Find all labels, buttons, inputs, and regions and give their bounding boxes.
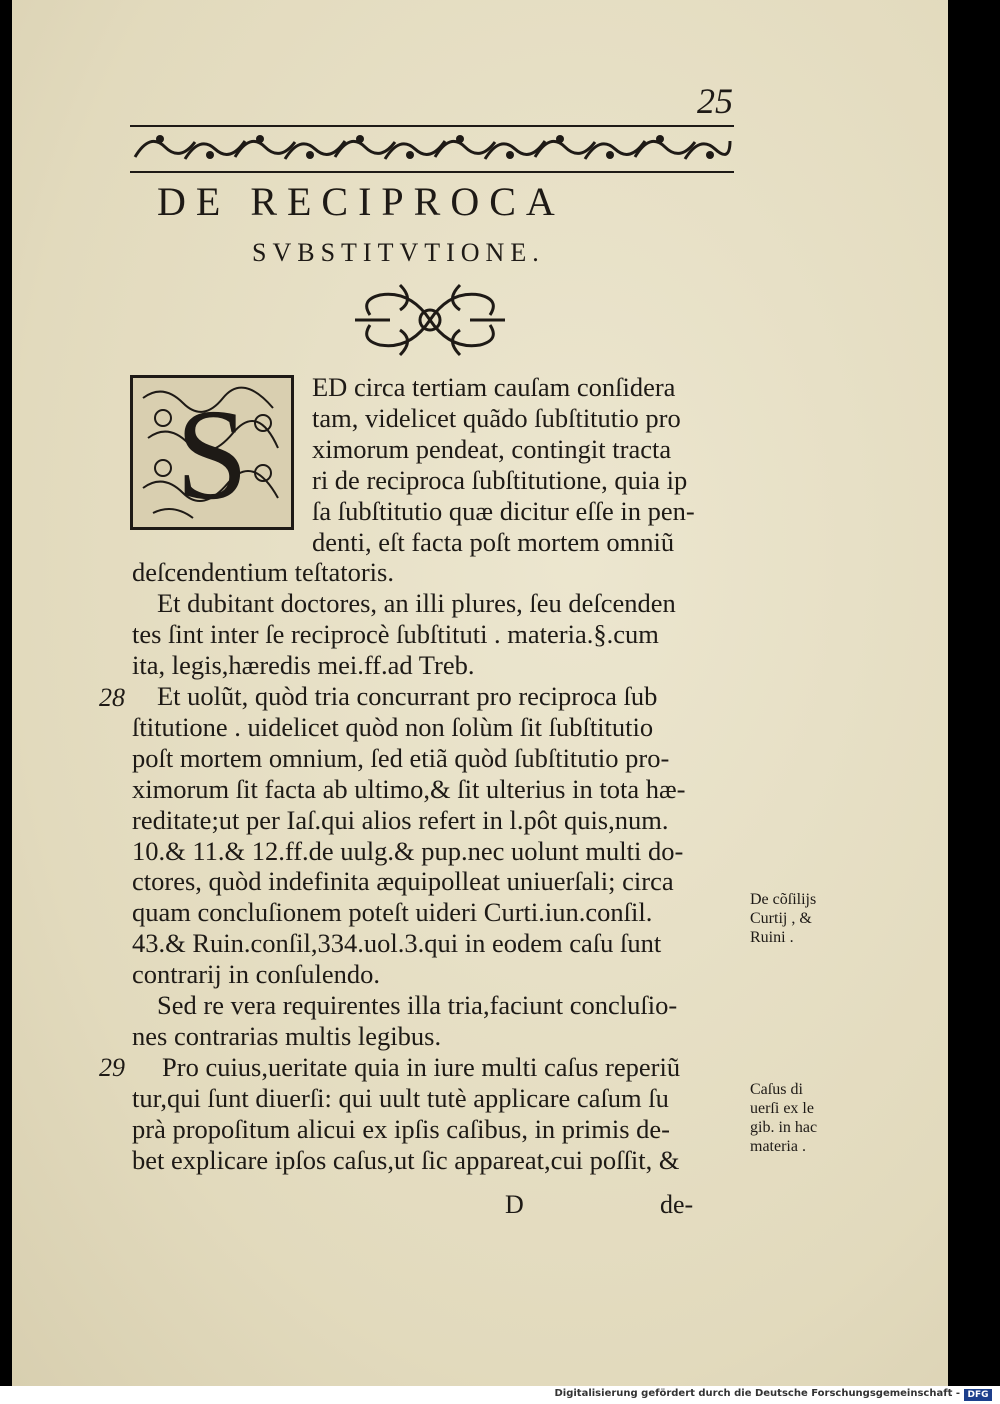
text-line: ximorum pendeat, contingit tracta — [312, 433, 672, 464]
margin-note-line: Curtij , & — [750, 910, 812, 927]
text-line: 10.& 11.& 12.ff.de uulg.& pup.nec uolunt multi do- — [132, 835, 684, 866]
paragraph-number: 29 — [99, 1053, 125, 1082]
text-line: nes contrarias multis legibus. — [132, 1020, 442, 1051]
catchword: de- — [660, 1190, 694, 1219]
dfg-logo: DFG — [964, 1389, 992, 1401]
text-line: ED circa tertiam cauſam conſidera — [312, 372, 676, 402]
margin-note — [750, 1080, 817, 1156]
text-line: ximorum ſit facta ab ultimo,& ſit ulterius in tota hæ- — [132, 773, 686, 804]
margin-note-line: gib. in hac — [750, 1119, 818, 1136]
text-line: poſt mortem omnium, ſed etiã quòd ſubſtitutio pro- — [132, 742, 670, 773]
margin-note — [750, 890, 816, 947]
text-line: ita, legis,hæredis mei.ff.ad Treb. — [132, 650, 475, 681]
text-line: quam concluſionem poteſt uideri Curti.iun.conſil. — [132, 897, 653, 928]
text-line: contrarij in conſulendo. — [132, 959, 380, 990]
text-line: ſa ſubſtitutio quæ dicitur eſſe in pen- — [312, 495, 695, 526]
text-line: tes ſint inter ſe reciprocè ſubſtituti . materia.§.cum — [132, 619, 659, 650]
fleuron-ornament — [350, 280, 510, 360]
text-line: ſtitutione . uidelicet quòd non ſolùm ſit ſubſtitutio — [132, 711, 654, 742]
text-line: deſcendentium teſtatoris. — [132, 557, 394, 588]
margin-note-line: uerſi ex le — [750, 1100, 814, 1117]
text-line: Pro cuius,ueritate quia in iure multi caſus reperiũ — [162, 1051, 681, 1082]
text-line: denti, eſt facta poſt mortem omniũ — [312, 526, 675, 557]
text-line: 43.& Ruin.conſil,334.uol.3.qui in eodem caſu ſunt — [132, 928, 662, 959]
text-line: prà propoſitum alicui ex ipſis caſibus, in primis de- — [132, 1113, 670, 1144]
text-line: reditate;ut per Iaſ.qui alios refert in l.pôt quis,num. — [132, 804, 669, 835]
ornamental-header-band — [130, 125, 734, 173]
digitization-credit: Digitalisierung gefördert durch die Deutsche Forschungsgemeinschaft - — [554, 1388, 960, 1399]
margin-note-line: Ruini . — [750, 929, 794, 946]
text-line: ctores, quòd indefinita æquipolleat uniuerſali; circa — [132, 866, 674, 897]
text-line: tur,qui ſunt diuerſi: qui uult tutè applicare caſum ſu — [132, 1082, 669, 1113]
paragraph-number: 28 — [99, 683, 125, 712]
decorated-initial-letter — [130, 375, 294, 530]
text-line: Et uolũt, quòd tria concurrant pro reciproca ſub — [157, 681, 658, 711]
book-page — [12, 0, 948, 1386]
chapter-title: DE RECIPROCA — [157, 179, 565, 224]
chapter-subtitle: SVBSTITVTIONE. — [252, 238, 545, 267]
margin-note-line: materia . — [750, 1138, 806, 1155]
initial-letter-glyph: S — [175, 383, 249, 527]
text-line: Et dubitant doctores, an illi plures, ſeu deſcenden — [157, 588, 676, 619]
page-number: 25 — [697, 81, 733, 121]
signature-mark: D — [505, 1190, 524, 1219]
text-line: tam, videlicet quãdo ſubſtitutio pro — [312, 402, 681, 433]
margin-note-line: De cõſilijs — [750, 891, 817, 908]
text-line: Sed re vera requirentes illa tria,faciunt concluſio- — [157, 990, 678, 1020]
text-line: bet explicare ipſos caſus,ut ſic appareat,cui poſſit, & — [132, 1144, 680, 1175]
margin-note-line: Caſus di — [750, 1081, 803, 1098]
text-line: ri de reciproca ſubſtitutione, quia ip — [312, 464, 688, 495]
